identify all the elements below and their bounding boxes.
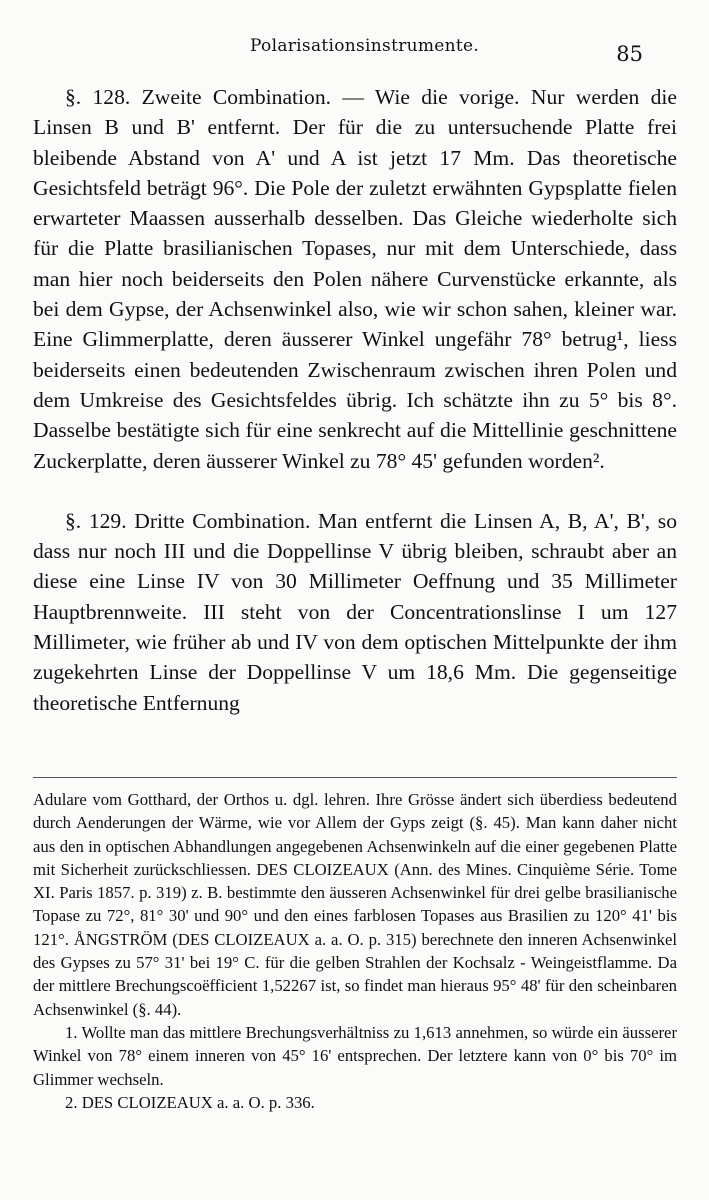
page-number: 85 [616, 42, 643, 66]
footnote-continuation: Adulare vom Gotthard, der Orthos u. dgl. lehren. Ihre Grösse ändert sich überdiess bedeutend durch Aenderungen der Wärme, wie vor Allem der Gyps zeigt (§. 45). Man kann daher nicht aus den in optischen Abhandlungen angegebenen Achsenwinkeln auf die einer gegebenen Platte mit Sicherheit zurückschliessen. DES CLOIZEAUX (Ann. des Mines. Cinquième Série. Tome XI. Paris 1857. p. 319) z. B. bestimmte den äusseren Achsenwinkel für drei gelbe brasilianische Topase zu 72°, 81° 30' und 90° und den eines farblosen Topases aus Brasilien zu 120° 41' bis 121°. ÅNGSTRÖM (DES CLOIZEAUX a. a. O. p. 315) berechnete den inneren Achsenwinkel des Gypses zu 57° 31' bei 19° C. für die gelben Strahlen der Kochsalz - Weingeistflamme. Da der mittlere Brechungscoëfficient 1,52267 ist, so findet man hieraus 95° 48' für den scheinbaren Achsenwinkel (§. 44). [33, 790, 677, 1019]
footnotes [33, 788, 677, 1114]
running-title: Polarisationsinstrumente. [250, 36, 480, 56]
paragraph-section-128: §. 128. Zweite Combination. — Wie die vorige. Nur werden die Linsen B und B' entfernt. Der für die zu untersuchende Platte frei bleibende Abstand von A' und A ist jetzt 17 Mm. Das theoretische Gesichtsfeld beträgt 96°. Die Pole der zuletzt erwähnten Gypsplatte fielen erwarteter Maassen ausserhalb desselben. Das Gleiche wiederholte sich für die Platte brasilianischen Topases, nur mit dem Unterschiede, dass man hier noch beiderseits den Polen nähere Curvenstücke erkannte, als bei dem Gypse, der Achsenwinkel also, wie wir schon sahen, kleiner war. Eine Glimmerplatte, deren äusserer Winkel ungefähr 78° betrug¹, liess beiderseits einen bedeutenden Zwischenraum zwischen ihren Polen und dem Umkreise des Gesichtsfeldes übrig. Ich schätzte ihn zu 5° bis 8°. Dasselbe bestätigte sich für eine senkrecht auf die Mittellinie geschnittene Zuckerplatte, deren äusserer Winkel zu 78° 45' gefunden worden². [33, 85, 677, 473]
page-header [0, 36, 709, 66]
footnote-1: 1. Wollte man das mittlere Brechungsverhältniss zu 1,613 annehmen, so würde ein äusserer Winkel von 78° einem inneren von 45° 16' entsprechen. Der letztere kann von 0° bis 70° im Glimmer wechseln. [33, 1022, 677, 1089]
footnote-divider [33, 777, 677, 778]
paragraph-section-129: §. 129. Dritte Combination. Man entfernt die Linsen A, B, A', B', so dass nur noch III und die Doppellinse V übrig bleiben, schraubt aber an diese eine Linse IV von 30 Millimeter Oeffnung und 35 Millimeter Hauptbrennweite. III steht von der Concentrationslinse I um 127 Millimeter, wie früher ab und IV von dem optischen Mittelpunkte der ihm zugekehrten Linse der Doppellinse V um 18,6 Mm. Die gegenseitige theoretische Entfernung [33, 508, 677, 715]
main-text [33, 82, 677, 718]
footnote-2: 2. DES CLOIZEAUX a. a. O. p. 336. [65, 1092, 315, 1112]
